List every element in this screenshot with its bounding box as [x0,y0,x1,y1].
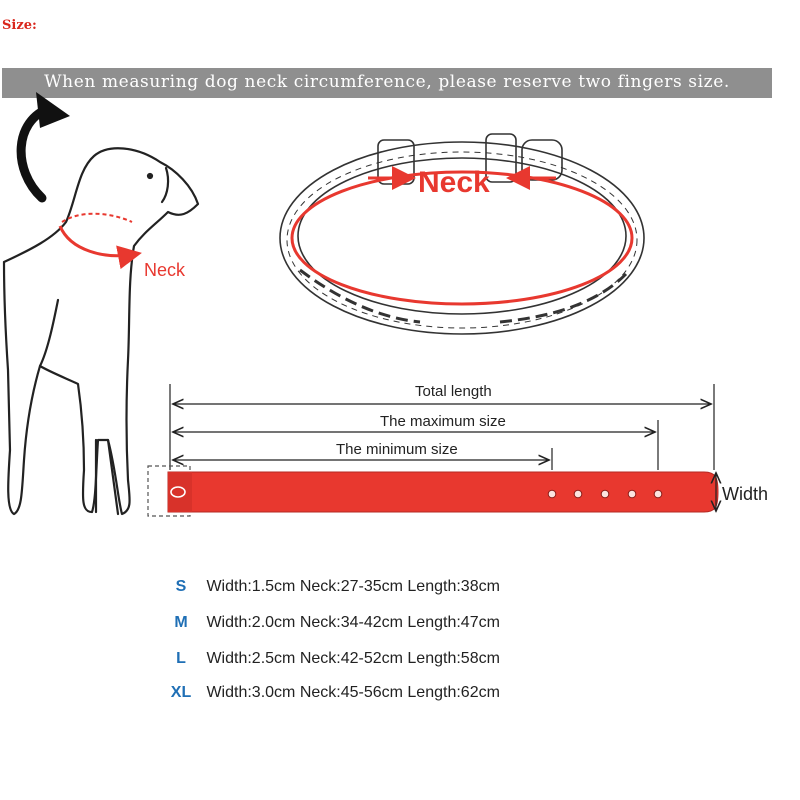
size-row-l [160,650,500,674]
total-length-label: Total length [415,383,492,400]
size-row-m [160,614,500,638]
collar-strap [148,466,718,516]
measuring-tip-text: When measuring dog neck circumference, please reserve two fingers size. [44,72,730,92]
width-label: Width [722,484,769,504]
minimum-size-label: The minimum size [336,441,458,458]
size-heading: Size: [2,18,37,33]
curved-arrow-icon [21,92,70,198]
size-name: XL [170,684,192,701]
maximum-size-label: The maximum size [380,413,506,430]
size-row-s [160,578,500,602]
dog-neck-label: Neck [144,260,186,280]
size-name: S [175,578,187,595]
size-spec: Width:3.0cm Neck:45-56cm Length:62cm [206,684,500,701]
size-spec: Width:2.0cm Neck:34-42cm Length:47cm [206,614,500,631]
dog-neck-marker [60,214,136,256]
size-name: L [176,650,186,667]
collar-neck-label: Neck [418,166,490,199]
size-row-xl [160,684,500,708]
dog-outline-icon [4,148,198,514]
size-name: M [174,614,188,631]
size-spec: Width:1.5cm Neck:27-35cm Length:38cm [206,578,500,595]
size-spec: Width:2.5cm Neck:42-52cm Length:58cm [206,650,500,667]
